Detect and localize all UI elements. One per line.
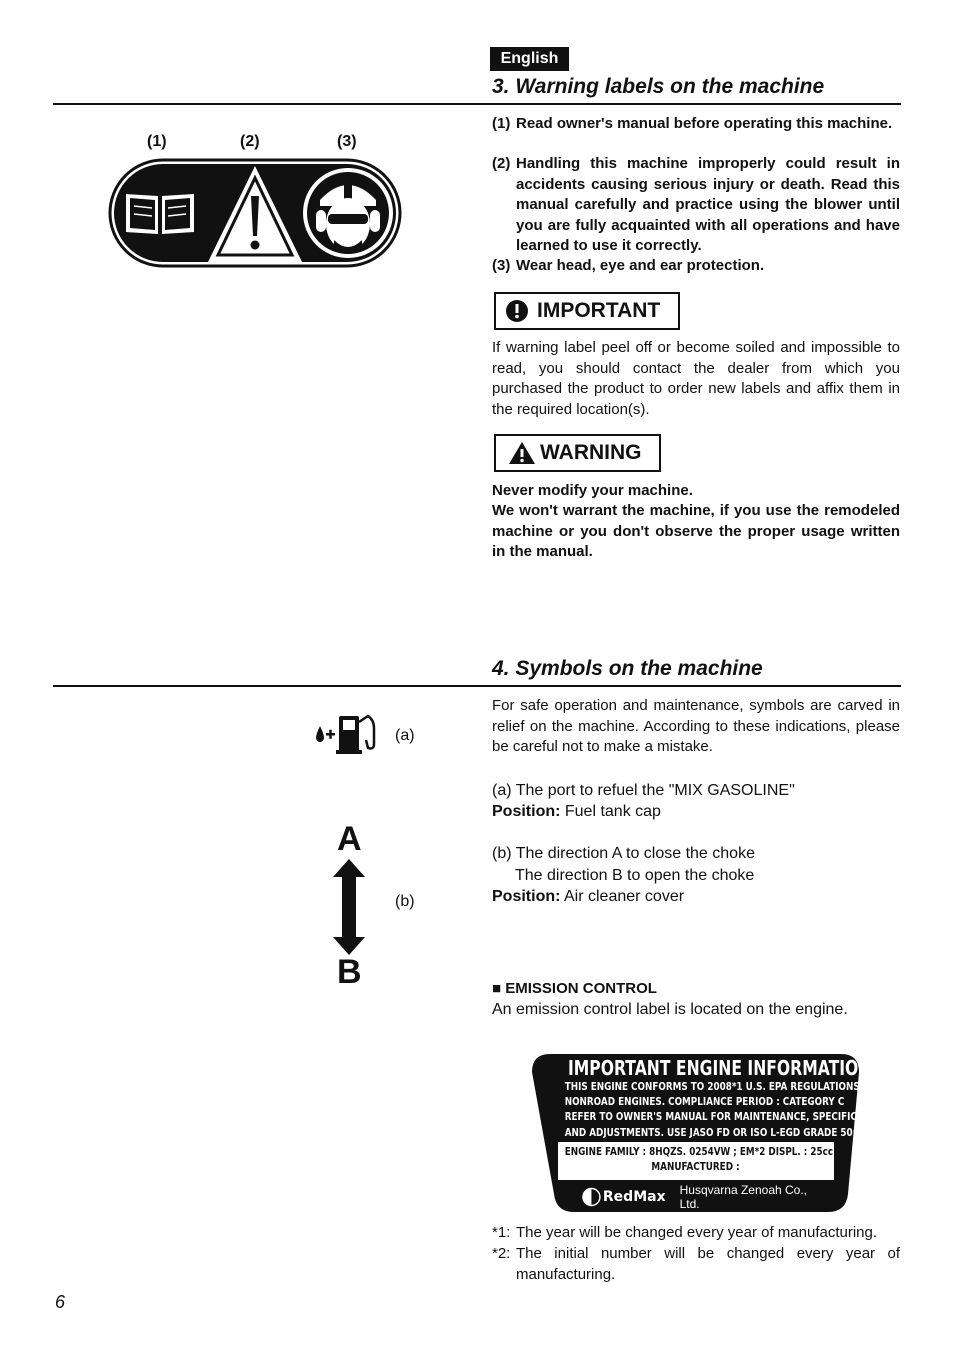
symbol-a-position-value: Fuel tank cap [560, 803, 661, 820]
symbol-b-caption: (b) [395, 893, 415, 910]
symbol-b-position [492, 887, 900, 908]
footnote-1-text: The year will be changed every year of manufacturing. [516, 1224, 878, 1241]
emission-control-text: An emission control label is located on the engine. [492, 1001, 848, 1018]
warning-heading: WARNING [540, 441, 642, 464]
symbol-b-position-value: Air cleaner cover [560, 888, 685, 905]
engine-label-line-6: MANUFACTURED : [651, 1160, 740, 1173]
warning-item-2-number: (2) [492, 155, 511, 172]
choke-direction-arrow-icon [330, 857, 368, 957]
icon-label-2: (2) [240, 133, 260, 150]
warning-item-1-text: Read owner's manual before operating this machine. [516, 115, 893, 132]
head-eye-ear-protection-icon [303, 168, 393, 258]
fuel-pump-icon [336, 716, 374, 754]
icon-label-1: (1) [147, 133, 167, 150]
section-3-divider [53, 103, 901, 105]
section-4-divider [53, 685, 901, 687]
symbol-a-position [492, 802, 900, 823]
important-text: If warning label peel off or become soiled and impossible to read, you should contact the dealer from which you purchased the product to order new labels and affix them in the required location(s). [492, 339, 900, 418]
warning-label-panel [108, 158, 402, 270]
warning-item-3-number: (3) [492, 257, 511, 274]
icon-label-3: (3) [337, 133, 357, 150]
important-exclamation-icon [505, 299, 529, 323]
symbol-b-description: (b) The direction A to close the choke [492, 845, 755, 862]
engine-label-footer [582, 1183, 822, 1211]
oil-drop-icon [316, 726, 324, 742]
manual-book-icon [116, 169, 204, 257]
redmax-brand: RedMax [602, 1189, 666, 1205]
symbol-a-description: (a) The port to refuel the "MIX GASOLINE" [492, 782, 795, 799]
engine-label-line-1: THIS ENGINE CONFORMS TO 2008*1 U.S. EPA REGULATIONS FOR SMALL [564, 1080, 920, 1093]
fuel-mix-symbol [312, 710, 378, 756]
footnote-1 [492, 1223, 900, 1244]
section-4-title: 4. Symbols on the machine [492, 657, 763, 680]
warning-item-3 [492, 256, 900, 277]
warning-item-2 [492, 154, 900, 257]
language-tag: English [490, 47, 569, 71]
warning-triangle-small-icon [508, 441, 536, 465]
page-number: 6 [55, 1292, 66, 1312]
engine-label-title: IMPORTANT ENGINE INFORMATION [567, 1056, 872, 1080]
symbols-intro-text: For safe operation and maintenance, symbols are carved in relief on the machine. According to these indications, please be careful not to make a mistake. [492, 697, 900, 755]
choke-letter-a: A [337, 820, 362, 858]
symbol-b-description-2: The direction B to open the choke [515, 867, 755, 884]
warning-item-1-number: (1) [492, 115, 511, 132]
warning-item-3-text: Wear head, eye and ear protection. [516, 257, 765, 274]
warning-heading-box [494, 434, 661, 472]
engine-information-label [532, 1054, 920, 1212]
footnote-2 [492, 1244, 900, 1285]
emission-control-heading: ■ EMISSION CONTROL [492, 980, 657, 997]
engine-label-line-3: REFER TO OWNER'S MANUAL FOR MAINTENANCE, SPECIFICATIONS [564, 1110, 894, 1123]
warning-line-2: We won't warrant the machine, if you use the remodeled machine or you don't observe the proper usage written in the manual. [492, 502, 900, 560]
symbol-b-position-label: Position: [492, 888, 561, 905]
warning-item-2-text: Handling this machine improperly could result in accidents causing serious injury or death. Read this manual carefully and practice using the blower until you are fully acquainted with all operations and have learned to use it correctly. [516, 155, 900, 254]
important-heading: IMPORTANT [537, 299, 661, 322]
symbol-a-position-label: Position: [492, 803, 561, 820]
choke-letter-b: B [337, 953, 362, 991]
section-3-title: 3. Warning labels on the machine [492, 75, 825, 98]
warning-item-1 [492, 114, 900, 135]
footnote-2-mark: *2: [492, 1245, 511, 1262]
symbol-a-caption: (a) [395, 727, 415, 744]
footnote-1-mark: *1: [492, 1224, 511, 1241]
footnote-2-text: The initial number will be changed every year of manufacturing. [516, 1245, 900, 1283]
engine-label-line-2: NONROAD ENGINES. COMPLIANCE PERIOD : CATEGORY C [564, 1095, 845, 1108]
redmax-logo-icon [582, 1187, 601, 1207]
plus-icon [326, 730, 335, 739]
warning-line-1: Never modify your machine. [492, 482, 693, 499]
important-heading-box [494, 292, 680, 330]
engine-label-line-4: AND ADJUSTMENTS. USE JASO FD OR ISO L-EGD GRADE 50:1 OIL. [564, 1126, 886, 1139]
engine-label-line-5: ENGINE FAMILY : 8HQZS. 0254VW ; EM*2 DISPL. : 25cc [564, 1145, 834, 1158]
engine-label-company: Husqvarna Zenoah Co., Ltd. [679, 1183, 808, 1211]
